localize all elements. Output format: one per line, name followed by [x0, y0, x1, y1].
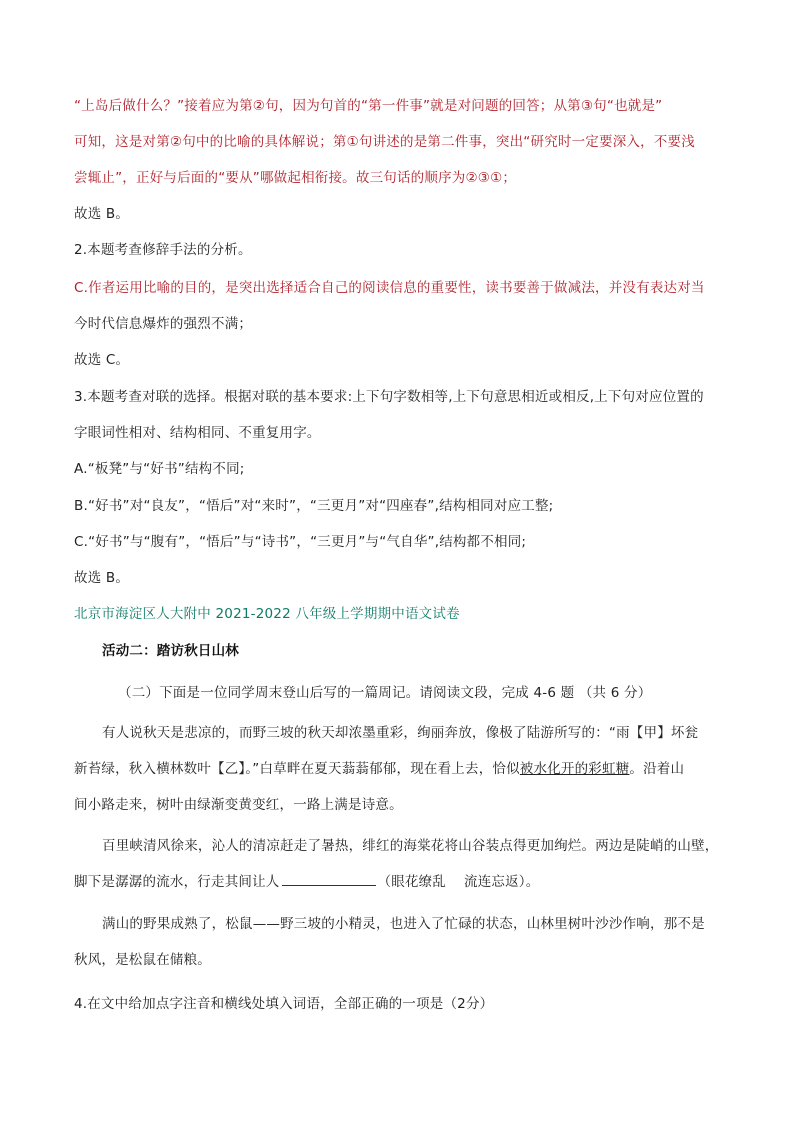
fill-blank: [282, 872, 376, 886]
q3-option-b: B.“好书”对“良友”，“悟后”对“来时”，“三更月”对“四座春”,结构相同对应工整;: [74, 498, 554, 514]
q2-analysis-line-2: 今时代信息爆炸的强烈不满；: [74, 316, 253, 332]
passage-p2-line-2-option-1: （眼花缭乱: [377, 874, 446, 890]
passage-p1-line-2: [74, 759, 734, 779]
passage-p1-line-2-text-b: 。沿着山: [629, 761, 685, 777]
passage-p2-line-2-option-2: 流连忘返）。: [464, 874, 540, 890]
q1-answer: 故选 B。: [74, 206, 130, 222]
q3-title-line-1: 3.本题考查对联的选择。根据对联的基本要求:上下句字数相等,上下句意思相近或相反,上下句对应位置的: [74, 389, 704, 405]
q3-option-c: C.“好书”与“腹有”，“悟后”与“诗书”，“三更月”与“气自华”,结构都不相同;: [74, 534, 527, 550]
section-intro: （二）下面是一位同学周末登山后写的一篇周记。请阅读文段，完成 4-6 题 （共 6 分）: [118, 685, 652, 701]
passage-p3-line-2: 秋风，是松鼠在储粮。: [74, 952, 211, 968]
passage-p2-line-2-text-a: 脚下是潺潺的流水，行走其间让人: [74, 874, 280, 890]
q2-title: 2.本题考查修辞手法的分析。: [74, 242, 252, 258]
q2-answer: 故选 C。: [74, 352, 130, 368]
passage-p3-line-1: 满山的野果成熟了，松鼠——野三坡的小精灵，也进入了忙碌的状态，山林里树叶沙沙作响，那不是: [102, 916, 705, 932]
q1-analysis-line-2: 可知，这是对第②句中的比喻的具体解说；第①句讲述的是第二件事，突出“研究时一定要深入，不要浅: [74, 134, 695, 150]
q3-answer: 故选 B。: [74, 570, 130, 586]
q2-analysis-line-1: C.作者运用比喻的目的，是突出选择适合自己的阅读信息的重要性，读书要善于做减法，并没有表达对当: [74, 280, 705, 296]
question-4: 4.在文中给加点字注音和横线处填入词语，全部正确的一项是（2分）: [74, 996, 494, 1012]
passage-p2-line-1: 百里峡清风徐来，沁人的清凉赶走了暑热，绯红的海棠花将山谷装点得更加绚烂。两边是陡峭的山壁，: [102, 838, 719, 854]
passage-p2-line-2: [74, 872, 734, 892]
underlined-phrase: 被水化开的彩虹糖: [519, 761, 630, 777]
passage-p1-line-2-text-a: 新苔绿，秋入横林数叶【乙】。”白草畔在夏天蓊蓊郁郁，现在看上去，恰似: [74, 761, 520, 777]
activity-title: 活动二：踏访秋日山林: [102, 643, 239, 659]
passage-p1-line-3: 间小路走来，树叶由绿渐变黄变红，一路上满是诗意。: [74, 797, 403, 813]
passage-p1-line-1: 有人说秋天是悲凉的，而野三坡的秋天却浓墨重彩，绚丽奔放，像极了陆游所写的：“雨【甲】坏瓮: [102, 725, 699, 741]
q1-analysis-line-1: “上岛后做什么？”接着应为第②句，因为句首的“第一件事”就是对问题的回答；从第③句“也就是”: [74, 98, 663, 114]
q3-title-line-2: 字眼词性相对、结构相同、不重复用字。: [74, 425, 321, 441]
q1-analysis-line-3: 尝辄止”，正好与后面的“要从”哪做起相衔接。故三句话的顺序为②③①；: [74, 170, 517, 186]
source-citation: 北京市海淀区人大附中 2021-2022 八年级上学期期中语文试卷: [74, 606, 460, 622]
q3-option-a: A.“板凳”与“好书”结构不同;: [74, 461, 245, 477]
